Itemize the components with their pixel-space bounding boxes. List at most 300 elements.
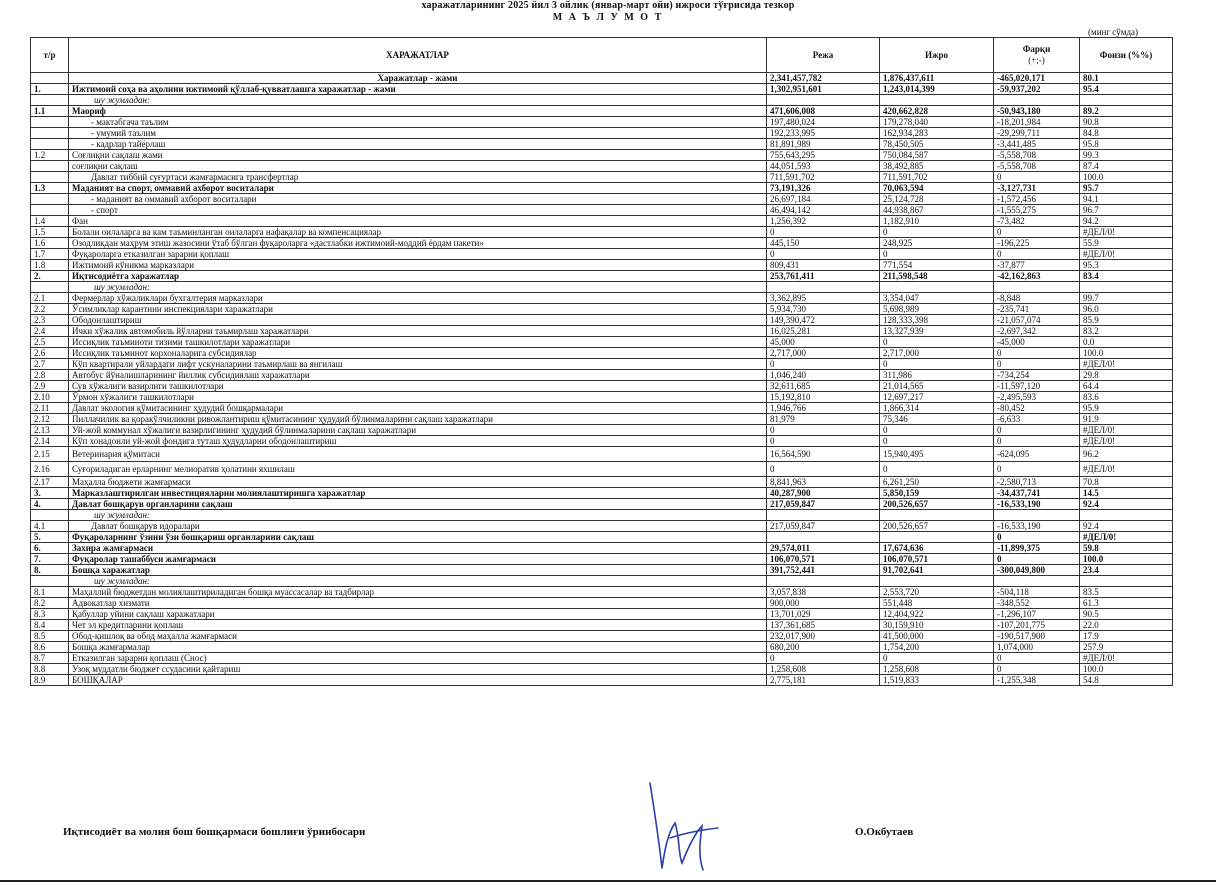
cell-pct: 100.0 xyxy=(1080,172,1173,183)
cell-diff: -2,697,342 xyxy=(994,326,1080,337)
cell-no: 2.3 xyxy=(31,315,69,326)
cell-plan: 809,431 xyxy=(767,260,880,271)
cell-actual xyxy=(880,576,994,587)
cell-plan: 217,059,847 xyxy=(767,521,880,532)
cell-plan xyxy=(767,95,880,106)
cell-pct: 59.8 xyxy=(1080,543,1173,554)
cell-diff: -465,020,171 xyxy=(994,73,1080,84)
cell-no: 8.6 xyxy=(31,642,69,653)
table-row xyxy=(31,73,1173,84)
cell-plan: 45,000 xyxy=(767,337,880,348)
cell-no: 4.1 xyxy=(31,521,69,532)
cell-name: - мактабгача таълим xyxy=(69,117,767,128)
cell-diff: 0 xyxy=(994,348,1080,359)
cell-no: 2.6 xyxy=(31,348,69,359)
cell-name: шу жумладан: xyxy=(69,95,767,106)
cell-actual: 3,354,047 xyxy=(880,293,994,304)
cell-name: Суғориладиган ерларнинг мелиоратив ҳолатини яхшилаш xyxy=(69,462,767,477)
cell-actual: 12,697,217 xyxy=(880,392,994,403)
cell-diff: -734,254 xyxy=(994,370,1080,381)
cell-diff: 0 xyxy=(994,653,1080,664)
cell-actual: 78,450,505 xyxy=(880,139,994,150)
cell-plan: 0 xyxy=(767,249,880,260)
cell-diff xyxy=(994,510,1080,521)
cell-plan: 15,192,810 xyxy=(767,392,880,403)
cell-actual: 41,500,000 xyxy=(880,631,994,642)
cell-pct: 96.0 xyxy=(1080,304,1173,315)
cell-no: 2.9 xyxy=(31,381,69,392)
cell-actual: 13,327,939 xyxy=(880,326,994,337)
table-row xyxy=(31,227,1173,238)
cell-name: Ўрмон хўжалиги ташкилотлари xyxy=(69,392,767,403)
cell-pct: 22.0 xyxy=(1080,620,1173,631)
cell-pct: 94.2 xyxy=(1080,216,1173,227)
table-row xyxy=(31,315,1173,326)
cell-diff: -190,517,900 xyxy=(994,631,1080,642)
cell-pct: 14.5 xyxy=(1080,488,1173,499)
units-note: (минг сўмда) xyxy=(1088,27,1139,37)
cell-actual: 75,346 xyxy=(880,414,994,425)
cell-actual xyxy=(880,95,994,106)
cell-name: Ижтимоий соҳа ва аҳолини ижтимоий қўллаб-қувватлашга харажатлар - жами xyxy=(69,84,767,95)
cell-plan: 755,643,295 xyxy=(767,150,880,161)
diff-header-label: Фарқи xyxy=(1022,44,1051,54)
table-row xyxy=(31,359,1173,370)
cell-diff: -1,255,348 xyxy=(994,675,1080,686)
cell-pct: 84.8 xyxy=(1080,128,1173,139)
cell-pct: 90.5 xyxy=(1080,609,1173,620)
table-row xyxy=(31,392,1173,403)
cell-name: Болали оилаларга ва кам таъминланган оилаларга нафақалар ва компенсациялар xyxy=(69,227,767,238)
cell-name: Иссиқлик таъминот корхоналарига субсидиялар xyxy=(69,348,767,359)
cell-name: Фан xyxy=(69,216,767,227)
cell-actual: 128,333,398 xyxy=(880,315,994,326)
cell-diff: -11,597,120 xyxy=(994,381,1080,392)
cell-actual: 1,182,910 xyxy=(880,216,994,227)
cell-pct: 95.7 xyxy=(1080,183,1173,194)
cell-no: 2.2 xyxy=(31,304,69,315)
cell-pct: 29.8 xyxy=(1080,370,1173,381)
cell-actual: 5,698,989 xyxy=(880,304,994,315)
cell-actual: 1,519,833 xyxy=(880,675,994,686)
expenses-table xyxy=(30,37,1173,686)
cell-plan: 29,574,011 xyxy=(767,543,880,554)
cell-actual: 106,070,571 xyxy=(880,554,994,565)
cell-pct: #ДЕЛ/0! xyxy=(1080,436,1173,447)
cell-diff: -1,296,107 xyxy=(994,609,1080,620)
table-row xyxy=(31,348,1173,359)
cell-no: 1.7 xyxy=(31,249,69,260)
cell-no xyxy=(31,172,69,183)
cell-diff: 0 xyxy=(994,172,1080,183)
cell-diff: -3,127,731 xyxy=(994,183,1080,194)
cell-name: Қабуллар уйини сақлаш харажатлари xyxy=(69,609,767,620)
cell-no: 2.11 xyxy=(31,403,69,414)
cell-diff: -16,533,190 xyxy=(994,499,1080,510)
cell-name: Ички хўжалик автомобиль йўлларни таъмирлаш харажатлари xyxy=(69,326,767,337)
table-row xyxy=(31,447,1173,462)
cell-pct: #ДЕЛ/0! xyxy=(1080,653,1173,664)
cell-diff: -3,441,485 xyxy=(994,139,1080,150)
cell-no: 8.9 xyxy=(31,675,69,686)
cell-name: БОШҚАЛАР xyxy=(69,675,767,686)
cell-name: - кадрлар тайёрлаш xyxy=(69,139,767,150)
cell-diff xyxy=(994,95,1080,106)
cell-name: Автобус йўналишларининг йиллик субсидиялаш харажатлари xyxy=(69,370,767,381)
cell-no: 3. xyxy=(31,488,69,499)
cell-no: 1.2 xyxy=(31,150,69,161)
cell-diff: -348,552 xyxy=(994,598,1080,609)
table-row xyxy=(31,609,1173,620)
column-header-plan: Режа xyxy=(767,38,880,73)
cell-actual: 200,526,657 xyxy=(880,521,994,532)
cell-plan: 711,591,702 xyxy=(767,172,880,183)
cell-no: 1.1 xyxy=(31,106,69,117)
cell-name: - спорт xyxy=(69,205,767,216)
cell-pct: 92.4 xyxy=(1080,521,1173,532)
cell-name: Обод-қишлоқ ва обод маҳалла жамғармаси xyxy=(69,631,767,642)
cell-pct: 0.0 xyxy=(1080,337,1173,348)
cell-diff: -16,533,190 xyxy=(994,521,1080,532)
cell-name: Давлат бошқарув органларини сақлаш xyxy=(69,499,767,510)
cell-plan: 16,025,281 xyxy=(767,326,880,337)
cell-diff: -73,482 xyxy=(994,216,1080,227)
cell-no: 2.13 xyxy=(31,425,69,436)
cell-pct: #ДЕЛ/0! xyxy=(1080,532,1173,543)
table-row xyxy=(31,477,1173,488)
cell-diff: -59,937,202 xyxy=(994,84,1080,95)
cell-plan: 106,070,571 xyxy=(767,554,880,565)
cell-name: Бошқа харажатлар xyxy=(69,565,767,576)
cell-name: шу жумладан: xyxy=(69,510,767,521)
cell-pct: 91.9 xyxy=(1080,414,1173,425)
cell-diff: -37,877 xyxy=(994,260,1080,271)
cell-pct: #ДЕЛ/0! xyxy=(1080,227,1173,238)
cell-name: Кўп хонадонли уй-жой фондига туташ ҳудудларни ободонлаштириш xyxy=(69,436,767,447)
cell-plan: 26,697,184 xyxy=(767,194,880,205)
table-row xyxy=(31,462,1173,477)
cell-diff: -5,558,708 xyxy=(994,150,1080,161)
cell-name: Узоқ муддатли бюджет ссудасини қайтариш xyxy=(69,664,767,675)
cell-no: 1.5 xyxy=(31,227,69,238)
table-row xyxy=(31,576,1173,587)
cell-pct: 96.2 xyxy=(1080,447,1173,462)
cell-name: Чет эл кредитларини қоплаш xyxy=(69,620,767,631)
cell-actual: 0 xyxy=(880,227,994,238)
table-row xyxy=(31,95,1173,106)
cell-plan: 0 xyxy=(767,425,880,436)
cell-no: 6. xyxy=(31,543,69,554)
cell-pct: 87.4 xyxy=(1080,161,1173,172)
table-row xyxy=(31,293,1173,304)
cell-plan: 5,934,730 xyxy=(767,304,880,315)
cell-actual: 200,526,657 xyxy=(880,499,994,510)
cell-no: 8. xyxy=(31,565,69,576)
cell-diff: 0 xyxy=(994,664,1080,675)
cell-no xyxy=(31,205,69,216)
cell-actual: 38,492,885 xyxy=(880,161,994,172)
cell-no: 2.8 xyxy=(31,370,69,381)
table-row xyxy=(31,117,1173,128)
cell-actual xyxy=(880,282,994,293)
cell-actual: 1,866,314 xyxy=(880,403,994,414)
cell-pct: 257.9 xyxy=(1080,642,1173,653)
cell-name: - маданият ва оммавий ахборот воситалари xyxy=(69,194,767,205)
cell-actual: 0 xyxy=(880,249,994,260)
cell-actual: 248,925 xyxy=(880,238,994,249)
cell-actual: 750,084,587 xyxy=(880,150,994,161)
cell-diff: 0 xyxy=(994,249,1080,260)
cell-pct: #ДЕЛ/0! xyxy=(1080,462,1173,477)
cell-actual: 25,124,728 xyxy=(880,194,994,205)
cell-diff: -235,741 xyxy=(994,304,1080,315)
diff-header-sub: (+;-) xyxy=(1028,55,1045,65)
cell-no: 2.1 xyxy=(31,293,69,304)
cell-plan: 40,287,900 xyxy=(767,488,880,499)
table-row xyxy=(31,139,1173,150)
cell-actual: 5,850,159 xyxy=(880,488,994,499)
cell-no: 2.7 xyxy=(31,359,69,370)
cell-plan: 1,258,608 xyxy=(767,664,880,675)
cell-diff: 0 xyxy=(994,359,1080,370)
cell-plan: 680,200 xyxy=(767,642,880,653)
cell-diff: -21,057,074 xyxy=(994,315,1080,326)
cell-plan: 0 xyxy=(767,462,880,477)
cell-no: 8.8 xyxy=(31,664,69,675)
cell-name: шу жумладан: xyxy=(69,282,767,293)
cell-name: Захира жамғармаси xyxy=(69,543,767,554)
cell-name: Маданият ва спорт, оммавий ахборот воситалари xyxy=(69,183,767,194)
cell-plan: 217,059,847 xyxy=(767,499,880,510)
table-row xyxy=(31,271,1173,282)
table-row xyxy=(31,381,1173,392)
table-row xyxy=(31,510,1173,521)
cell-plan: 900,000 xyxy=(767,598,880,609)
cell-pct: 100.0 xyxy=(1080,664,1173,675)
cell-actual: 0 xyxy=(880,337,994,348)
cell-pct: 94.1 xyxy=(1080,194,1173,205)
cell-diff: -300,049,800 xyxy=(994,565,1080,576)
column-header-name: ХАРАЖАТЛАР xyxy=(69,38,767,73)
cell-actual: 2,717,000 xyxy=(880,348,994,359)
cell-actual: 91,702,641 xyxy=(880,565,994,576)
table-row xyxy=(31,370,1173,381)
cell-pct: 64.4 xyxy=(1080,381,1173,392)
document-title: харажатларининг 2025 йил 3 ойлик (январ-март ойи) ижроси тўғрисида тезкор xyxy=(421,0,795,11)
cell-plan: 81,891,989 xyxy=(767,139,880,150)
cell-plan: 1,256,392 xyxy=(767,216,880,227)
cell-name: Ўсимликлар карантини инспекциялари харажатлари xyxy=(69,304,767,315)
cell-plan xyxy=(767,532,880,543)
cell-pct: 96.7 xyxy=(1080,205,1173,216)
column-header-actual: Ижро xyxy=(880,38,994,73)
cell-diff: -42,162,863 xyxy=(994,271,1080,282)
cell-diff: -1,572,456 xyxy=(994,194,1080,205)
cell-no xyxy=(31,161,69,172)
table-row xyxy=(31,488,1173,499)
signatory-name: О.Окбутаев xyxy=(855,826,914,838)
table-row xyxy=(31,436,1173,447)
cell-name: Ветеринария қўмитаси xyxy=(69,447,767,462)
table-row xyxy=(31,337,1173,348)
cell-pct: 99.7 xyxy=(1080,293,1173,304)
cell-pct: 17.9 xyxy=(1080,631,1173,642)
cell-diff: -6,633 xyxy=(994,414,1080,425)
table-row xyxy=(31,521,1173,532)
cell-diff: -18,201,984 xyxy=(994,117,1080,128)
cell-plan: 32,611,685 xyxy=(767,381,880,392)
cell-diff: -2,495,593 xyxy=(994,392,1080,403)
cell-plan: 0 xyxy=(767,359,880,370)
table-row xyxy=(31,532,1173,543)
cell-pct: 83.5 xyxy=(1080,587,1173,598)
cell-actual: 1,754,200 xyxy=(880,642,994,653)
table-row xyxy=(31,631,1173,642)
cell-pct: 23.4 xyxy=(1080,565,1173,576)
bottom-rule xyxy=(0,880,1216,882)
cell-diff: -11,899,375 xyxy=(994,543,1080,554)
cell-diff: -196,225 xyxy=(994,238,1080,249)
table-row xyxy=(31,84,1173,95)
cell-name: - умумий таълим xyxy=(69,128,767,139)
table-row xyxy=(31,205,1173,216)
cell-actual: 0 xyxy=(880,653,994,664)
cell-diff: 0 xyxy=(994,462,1080,477)
table-row xyxy=(31,326,1173,337)
cell-name: Давлат экология қўмитасининг ҳудудий бошқармалари xyxy=(69,403,767,414)
cell-actual: 311,986 xyxy=(880,370,994,381)
cell-no xyxy=(31,282,69,293)
column-header-diff xyxy=(994,38,1080,73)
table-row xyxy=(31,216,1173,227)
cell-name: Фуқаролар ташаббуси жамғармаси xyxy=(69,554,767,565)
cell-no: 4. xyxy=(31,499,69,510)
cell-name: Ободонлаштириш xyxy=(69,315,767,326)
cell-name: Кўп квартирали уйлардаги лифт ускуналарини таъмирлаш ва янгилаш xyxy=(69,359,767,370)
cell-name: Адвокатлар хизмати xyxy=(69,598,767,609)
cell-pct: 89.2 xyxy=(1080,106,1173,117)
cell-diff: 0 xyxy=(994,436,1080,447)
cell-no: 1. xyxy=(31,84,69,95)
cell-pct xyxy=(1080,95,1173,106)
cell-diff: -624,095 xyxy=(994,447,1080,462)
cell-actual xyxy=(880,510,994,521)
cell-name: Иқтисодиётга харажатлар xyxy=(69,271,767,282)
cell-pct: 92.4 xyxy=(1080,499,1173,510)
cell-no: 8.7 xyxy=(31,653,69,664)
cell-plan: 0 xyxy=(767,653,880,664)
handwritten-signature xyxy=(640,778,730,878)
cell-pct: 55.9 xyxy=(1080,238,1173,249)
table-row xyxy=(31,620,1173,631)
cell-name: Маҳаллий бюджетдан молиялаштириладиган бошқа муассасалар ва тадбирлар xyxy=(69,587,767,598)
cell-diff xyxy=(994,282,1080,293)
cell-no: 2.14 xyxy=(31,436,69,447)
cell-pct: #ДЕЛ/0! xyxy=(1080,425,1173,436)
table-row xyxy=(31,653,1173,664)
cell-actual: 771,554 xyxy=(880,260,994,271)
cell-plan: 0 xyxy=(767,227,880,238)
cell-no: 2.5 xyxy=(31,337,69,348)
cell-pct: 83.2 xyxy=(1080,326,1173,337)
cell-pct: #ДЕЛ/0! xyxy=(1080,359,1173,370)
cell-actual: 162,934,283 xyxy=(880,128,994,139)
cell-plan: 471,606,008 xyxy=(767,106,880,117)
table-row xyxy=(31,425,1173,436)
table-row xyxy=(31,150,1173,161)
table-row xyxy=(31,554,1173,565)
cell-pct xyxy=(1080,576,1173,587)
cell-pct: 85.9 xyxy=(1080,315,1173,326)
cell-plan: 149,390,472 xyxy=(767,315,880,326)
cell-name: Фермерлар хўжаликлари бухгалтерия марказлари xyxy=(69,293,767,304)
table-row xyxy=(31,587,1173,598)
cell-no: 2. xyxy=(31,271,69,282)
cell-plan xyxy=(767,282,880,293)
table-row xyxy=(31,642,1173,653)
cell-plan: 137,361,685 xyxy=(767,620,880,631)
cell-no xyxy=(31,95,69,106)
table-row xyxy=(31,249,1173,260)
cell-name: Озодликдан маҳрум этиш жазосини ўтаб бўлган фуқароларга «дастлабки ижтимоий-моддий ёрдам пакети» xyxy=(69,238,767,249)
cell-name: шу жумладан: xyxy=(69,576,767,587)
table-body xyxy=(31,73,1173,686)
cell-plan: 197,480,024 xyxy=(767,117,880,128)
cell-pct: 83.4 xyxy=(1080,271,1173,282)
cell-plan: 2,341,457,782 xyxy=(767,73,880,84)
cell-name: Уй-жой коммунал хўжалиги вазирлигининг ҳудудий бўлинмаларини сақлаш харажатлари xyxy=(69,425,767,436)
cell-no xyxy=(31,117,69,128)
cell-diff: 0 xyxy=(994,554,1080,565)
cell-no xyxy=(31,139,69,150)
cell-actual: 0 xyxy=(880,359,994,370)
cell-pct: 80.1 xyxy=(1080,73,1173,84)
table-row xyxy=(31,238,1173,249)
cell-no xyxy=(31,194,69,205)
cell-actual: 711,591,702 xyxy=(880,172,994,183)
cell-name: Маҳалла бюджети жамғармаси xyxy=(69,477,767,488)
cell-no: 8.5 xyxy=(31,631,69,642)
cell-no: 2.15 xyxy=(31,447,69,462)
cell-pct: 100.0 xyxy=(1080,348,1173,359)
cell-actual: 2,553,720 xyxy=(880,587,994,598)
cell-plan: 13,701,029 xyxy=(767,609,880,620)
cell-actual: 1,258,608 xyxy=(880,664,994,675)
cell-no xyxy=(31,128,69,139)
cell-diff xyxy=(994,576,1080,587)
cell-name: Фуқароларнинг ўзини ўзи бошқариш органларини сақлаш xyxy=(69,532,767,543)
table-row xyxy=(31,675,1173,686)
cell-diff: 0 xyxy=(994,532,1080,543)
table-row xyxy=(31,194,1173,205)
cell-plan: 1,946,766 xyxy=(767,403,880,414)
cell-name: соғлиқни сақлаш xyxy=(69,161,767,172)
cell-pct: 54.8 xyxy=(1080,675,1173,686)
cell-plan: 1,302,951,601 xyxy=(767,84,880,95)
cell-actual: 1,243,014,399 xyxy=(880,84,994,95)
cell-pct: #ДЕЛ/0! xyxy=(1080,249,1173,260)
cell-actual xyxy=(880,532,994,543)
cell-pct: 100.0 xyxy=(1080,554,1173,565)
cell-pct: 90.8 xyxy=(1080,117,1173,128)
cell-no: 5. xyxy=(31,532,69,543)
table-row xyxy=(31,260,1173,271)
cell-no: 2.12 xyxy=(31,414,69,425)
cell-plan: 16,564,590 xyxy=(767,447,880,462)
cell-plan: 391,752,441 xyxy=(767,565,880,576)
cell-plan xyxy=(767,576,880,587)
cell-no: 7. xyxy=(31,554,69,565)
